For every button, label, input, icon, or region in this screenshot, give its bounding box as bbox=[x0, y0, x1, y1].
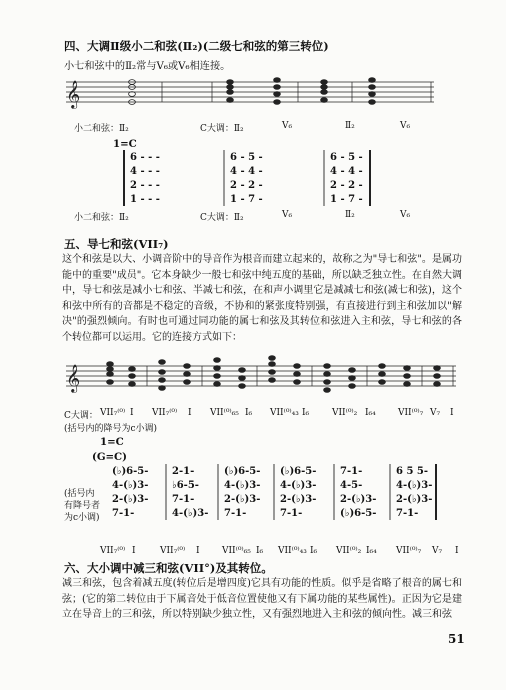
section6-heading: 六、大小调中减三和弦(VII°)及其转位。 bbox=[64, 561, 273, 575]
jp5-label-10: I₆₄ bbox=[366, 546, 377, 556]
jp5-label-11: VII⁽⁰⁾₇ bbox=[396, 546, 422, 556]
svg-text:7-1-: 7-1- bbox=[224, 508, 247, 519]
side-note-3: 为c小调) bbox=[64, 513, 100, 523]
jianpu-label-1: 小二和弦：Ⅱ₂ bbox=[74, 213, 129, 223]
staff-label-2: C大调：Ⅱ₂ bbox=[200, 124, 244, 134]
jianpu-label-4: Ⅱ₂ bbox=[345, 210, 355, 220]
svg-text:4-(♭)3-: 4-(♭)3- bbox=[172, 508, 209, 519]
staff5-label-11: VII⁽⁰⁾₇ bbox=[398, 408, 424, 418]
staff-section5 bbox=[62, 354, 462, 404]
svg-text:𝄞: 𝄞 bbox=[66, 364, 81, 392]
svg-text:7-1-: 7-1- bbox=[112, 508, 135, 519]
svg-text:4 - 4 -: 4 - 4 - bbox=[230, 166, 263, 177]
staff5-label-1: VII₇⁽⁰⁾ bbox=[100, 408, 126, 418]
svg-text:2-(♭)3-: 2-(♭)3- bbox=[280, 494, 317, 505]
section4-intro: 小七和弦中的Ⅱ₂常与V₆或V₆相连接。 bbox=[64, 61, 231, 72]
staff5-label-8: I₆ bbox=[302, 408, 310, 418]
svg-text:2-(♭)3-: 2-(♭)3- bbox=[224, 494, 261, 505]
jp5-label-2: I bbox=[132, 546, 136, 556]
svg-text:7-1-: 7-1- bbox=[396, 508, 419, 519]
svg-text:6 - - -: 6 - - - bbox=[130, 152, 160, 163]
key2: (G=C) bbox=[92, 451, 127, 463]
svg-text:7-1-: 7-1- bbox=[172, 494, 195, 505]
staff-label-3: V₆ bbox=[282, 121, 293, 131]
svg-text:2-(♭)3-: 2-(♭)3- bbox=[340, 494, 377, 505]
svg-text:(♭)6-5-: (♭)6-5- bbox=[112, 466, 149, 477]
svg-text:2 - - -: 2 - - - bbox=[130, 180, 160, 191]
svg-text:2-(♭)3-: 2-(♭)3- bbox=[112, 494, 149, 505]
svg-text:1 - - -: 1 - - - bbox=[130, 194, 160, 205]
svg-text:6 5 5-: 6 5 5- bbox=[396, 466, 428, 477]
staff5-label-6: I₆ bbox=[245, 408, 253, 418]
svg-text:♭6-5-: ♭6-5- bbox=[172, 480, 199, 491]
side-note-1: (括号内 bbox=[64, 489, 95, 499]
staff5-label-13: I bbox=[450, 408, 454, 418]
svg-text:4 - 4 -: 4 - 4 - bbox=[330, 166, 363, 177]
svg-text:2 - 2 -: 2 - 2 - bbox=[230, 180, 263, 191]
svg-text:4-(♭)3-: 4-(♭)3- bbox=[396, 480, 433, 491]
svg-text:𝄞: 𝄞 bbox=[66, 80, 81, 108]
staff-label-5: V₆ bbox=[400, 121, 411, 131]
section6-paragraph: 减三和弦，包含着减五度(转位后是增四度)它具有功能的性质。似乎是省略了根音的属七和弦；(它的第二转位由于下属音处于低音位置使他又有下属功能的某些属性)。正因为它是建立在导音上的三和弦，所以特别缺少独立性，又有强烈地进入主和弦的倾向性。减三和弦 bbox=[62, 578, 462, 620]
jp5-label-9: VII⁽⁰⁾₂ bbox=[336, 546, 362, 556]
jianpu-label-5: V₆ bbox=[400, 210, 411, 220]
svg-text:(♭)6-5-: (♭)6-5- bbox=[340, 508, 377, 519]
staff-label-4: Ⅱ₂ bbox=[345, 121, 355, 131]
staff5-label-7: VII⁽⁰⁾₄₃ bbox=[270, 408, 299, 418]
svg-text:6 - 5 -: 6 - 5 - bbox=[230, 152, 263, 163]
staff5-label-10: I₆₄ bbox=[365, 408, 376, 418]
jp5-label-4: I bbox=[196, 546, 200, 556]
staff5-label-key: C大调： bbox=[64, 411, 98, 421]
key-signature: 1=C bbox=[113, 138, 137, 150]
jianpu-label-3: V₆ bbox=[282, 210, 293, 220]
staff5-label-4: I bbox=[188, 408, 192, 418]
section4-heading: 四、大调Ⅱ级小二和弦(Ⅱ₂)(二级七和弦的第三转位) bbox=[64, 39, 329, 53]
jp5-label-8: I₆ bbox=[310, 546, 318, 556]
staff5-label-5: VII⁽⁰⁾₆₅ bbox=[210, 408, 239, 418]
svg-text:4-(♭)3-: 4-(♭)3- bbox=[280, 480, 317, 491]
side-note-2: 有降号者 bbox=[64, 501, 101, 511]
jp5-label-1: VII₇⁽⁰⁾ bbox=[100, 546, 126, 556]
svg-text:4 - - -: 4 - - - bbox=[130, 166, 160, 177]
svg-text:2-1-: 2-1- bbox=[172, 466, 195, 477]
page-number: 51 bbox=[448, 632, 465, 646]
svg-text:4-5-: 4-5- bbox=[340, 480, 363, 491]
svg-text:(♭)6-5-: (♭)6-5- bbox=[280, 466, 317, 477]
jp5-label-3: VII₇⁽⁰⁾ bbox=[160, 546, 186, 556]
section5-paragraph: 这个和弦是以大、小调音阶中的导音作为根音而建立起来的，故称之为"导七和弦"。是属功能中的重要"成员"。它本身缺少一般七和弦中纯五度的基础，所以缺乏独立性。在自然大调中，导七和弦是减小七和弦、半减七和弦，在和声小调里它是减减七和弦(减七和弦)，这个和弦中所有的音都是不稳定的音级，不协和的紧张度特别强，有直接进行到主和弦加以"解决"的强烈倾向。有时也可通过同功能的属七和弦及其转位和弦进入主和弦，导七和弦的各个转位都可以运用。它的连接方式如下： bbox=[62, 254, 462, 343]
svg-text:(♭)6-5-: (♭)6-5- bbox=[224, 466, 261, 477]
svg-text:2 - 2 -: 2 - 2 - bbox=[330, 180, 363, 191]
staff5-label-12: V₇ bbox=[430, 408, 441, 418]
jianpu-label-2: C大调：Ⅱ₂ bbox=[200, 213, 244, 223]
svg-text:6 - 5 -: 6 - 5 - bbox=[330, 152, 363, 163]
jp5-label-5: VII⁽⁰⁾₆₅ bbox=[222, 546, 251, 556]
staff5-label-3: VII₇⁽⁰⁾ bbox=[152, 408, 178, 418]
section5-heading: 五、导七和弦(VII₇) bbox=[64, 237, 169, 251]
staff-section4 bbox=[62, 70, 442, 120]
jianpu-section5 bbox=[108, 462, 468, 546]
staff-label-1: 小二和弦：Ⅱ₂ bbox=[74, 124, 129, 134]
svg-text:1 - 7 -: 1 - 7 - bbox=[330, 194, 363, 205]
svg-text:4-(♭)3-: 4-(♭)3- bbox=[112, 480, 149, 491]
svg-text:7-1-: 7-1- bbox=[340, 466, 363, 477]
svg-text:7-1-: 7-1- bbox=[280, 508, 303, 519]
svg-text:1 - 7 -: 1 - 7 - bbox=[230, 194, 263, 205]
staff5-label-2: I bbox=[130, 408, 134, 418]
jp5-label-13: I bbox=[455, 546, 459, 556]
svg-text:4-(♭)3-: 4-(♭)3- bbox=[224, 480, 261, 491]
svg-text:2-(♭)3-: 2-(♭)3- bbox=[396, 494, 433, 505]
jianpu-section4 bbox=[120, 148, 450, 208]
staff5-label-9: VII⁽⁰⁾₂ bbox=[332, 408, 358, 418]
staff5-note: (括号内的降号为c小调) bbox=[64, 424, 158, 434]
key1: 1=C bbox=[100, 436, 124, 448]
jp5-label-12: V₇ bbox=[432, 546, 443, 556]
jp5-label-6: I₆ bbox=[256, 546, 264, 556]
jp5-label-7: VII⁽⁰⁾₄₃ bbox=[278, 546, 307, 556]
